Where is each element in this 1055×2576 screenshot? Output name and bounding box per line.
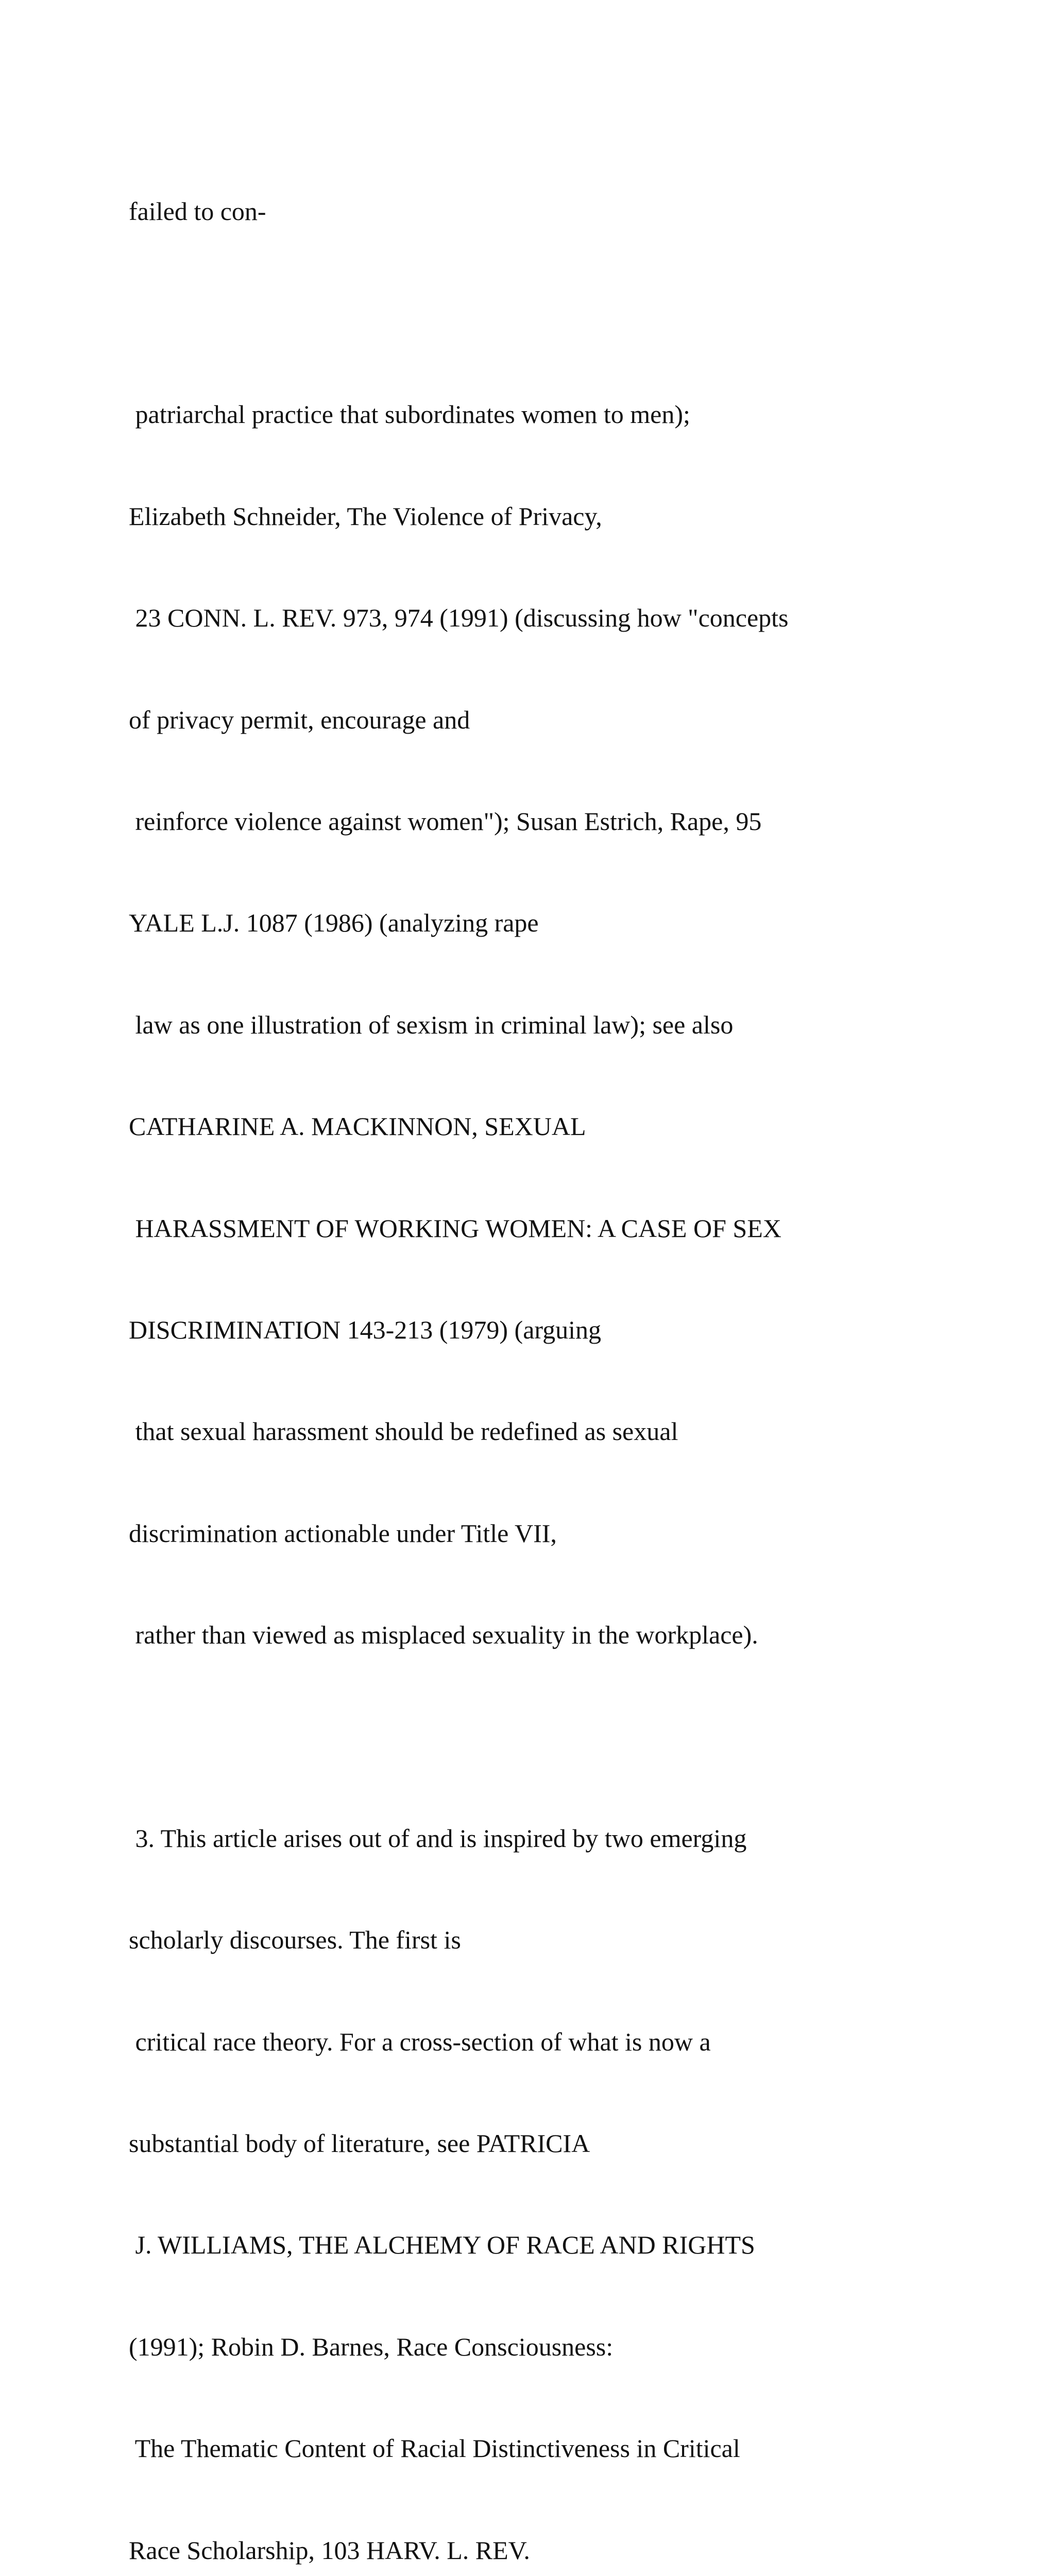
text-line: substantial body of literature, see PATRICIA	[129, 2129, 590, 2158]
text-line: discrimination actionable under Title VII,	[129, 1518, 557, 1548]
text-line: reinforce violence against women"); Susan Estrich, Rape, 95	[129, 806, 762, 836]
footnote-text	[129, 127, 1015, 2576]
text-line: Race Scholarship, 103 HARV. L. REV.	[129, 2535, 530, 2565]
text-line: failed to con-	[129, 196, 266, 226]
text-line: law as one illustration of sexism in criminal law); see also	[129, 1010, 734, 1039]
text-line: 23 CONN. L. REV. 973, 974 (1991) (discussing how "concepts	[129, 603, 789, 633]
text-line: rather than viewed as misplaced sexuality in the workplace).	[129, 1620, 758, 1650]
text-line: patriarchal practice that subordinates women to men);	[129, 400, 690, 429]
text-line: 3. This article arises out of and is inspired by two emerging	[129, 1823, 747, 1853]
text-line: HARASSMENT OF WORKING WOMEN: A CASE OF SEX	[129, 1213, 781, 1243]
text-line: Elizabeth Schneider, The Violence of Privacy,	[129, 501, 602, 531]
text-line: The Thematic Content of Racial Distinctiveness in Critical	[129, 2434, 740, 2463]
text-line: that sexual harassment should be redefined as sexual	[129, 1417, 678, 1446]
text-line: (1991); Robin D. Barnes, Race Consciousness:	[129, 2332, 614, 2361]
text-line: scholarly discourses. The first is	[129, 1925, 461, 1955]
text-line: YALE L.J. 1087 (1986) (analyzing rape	[129, 908, 539, 938]
text-line: of privacy permit, encourage and	[129, 705, 470, 734]
text-line: DISCRIMINATION 143-213 (1979) (arguing	[129, 1315, 602, 1344]
text-line: J. WILLIAMS, THE ALCHEMY OF RACE AND RIGHTS	[129, 2230, 755, 2260]
text-line: CATHARINE A. MACKINNON, SEXUAL	[129, 1112, 586, 1141]
blank-line	[129, 1720, 1015, 1754]
blank-line	[129, 296, 1015, 330]
text-line: critical race theory. For a cross-section of what is now a	[129, 2027, 711, 2056]
